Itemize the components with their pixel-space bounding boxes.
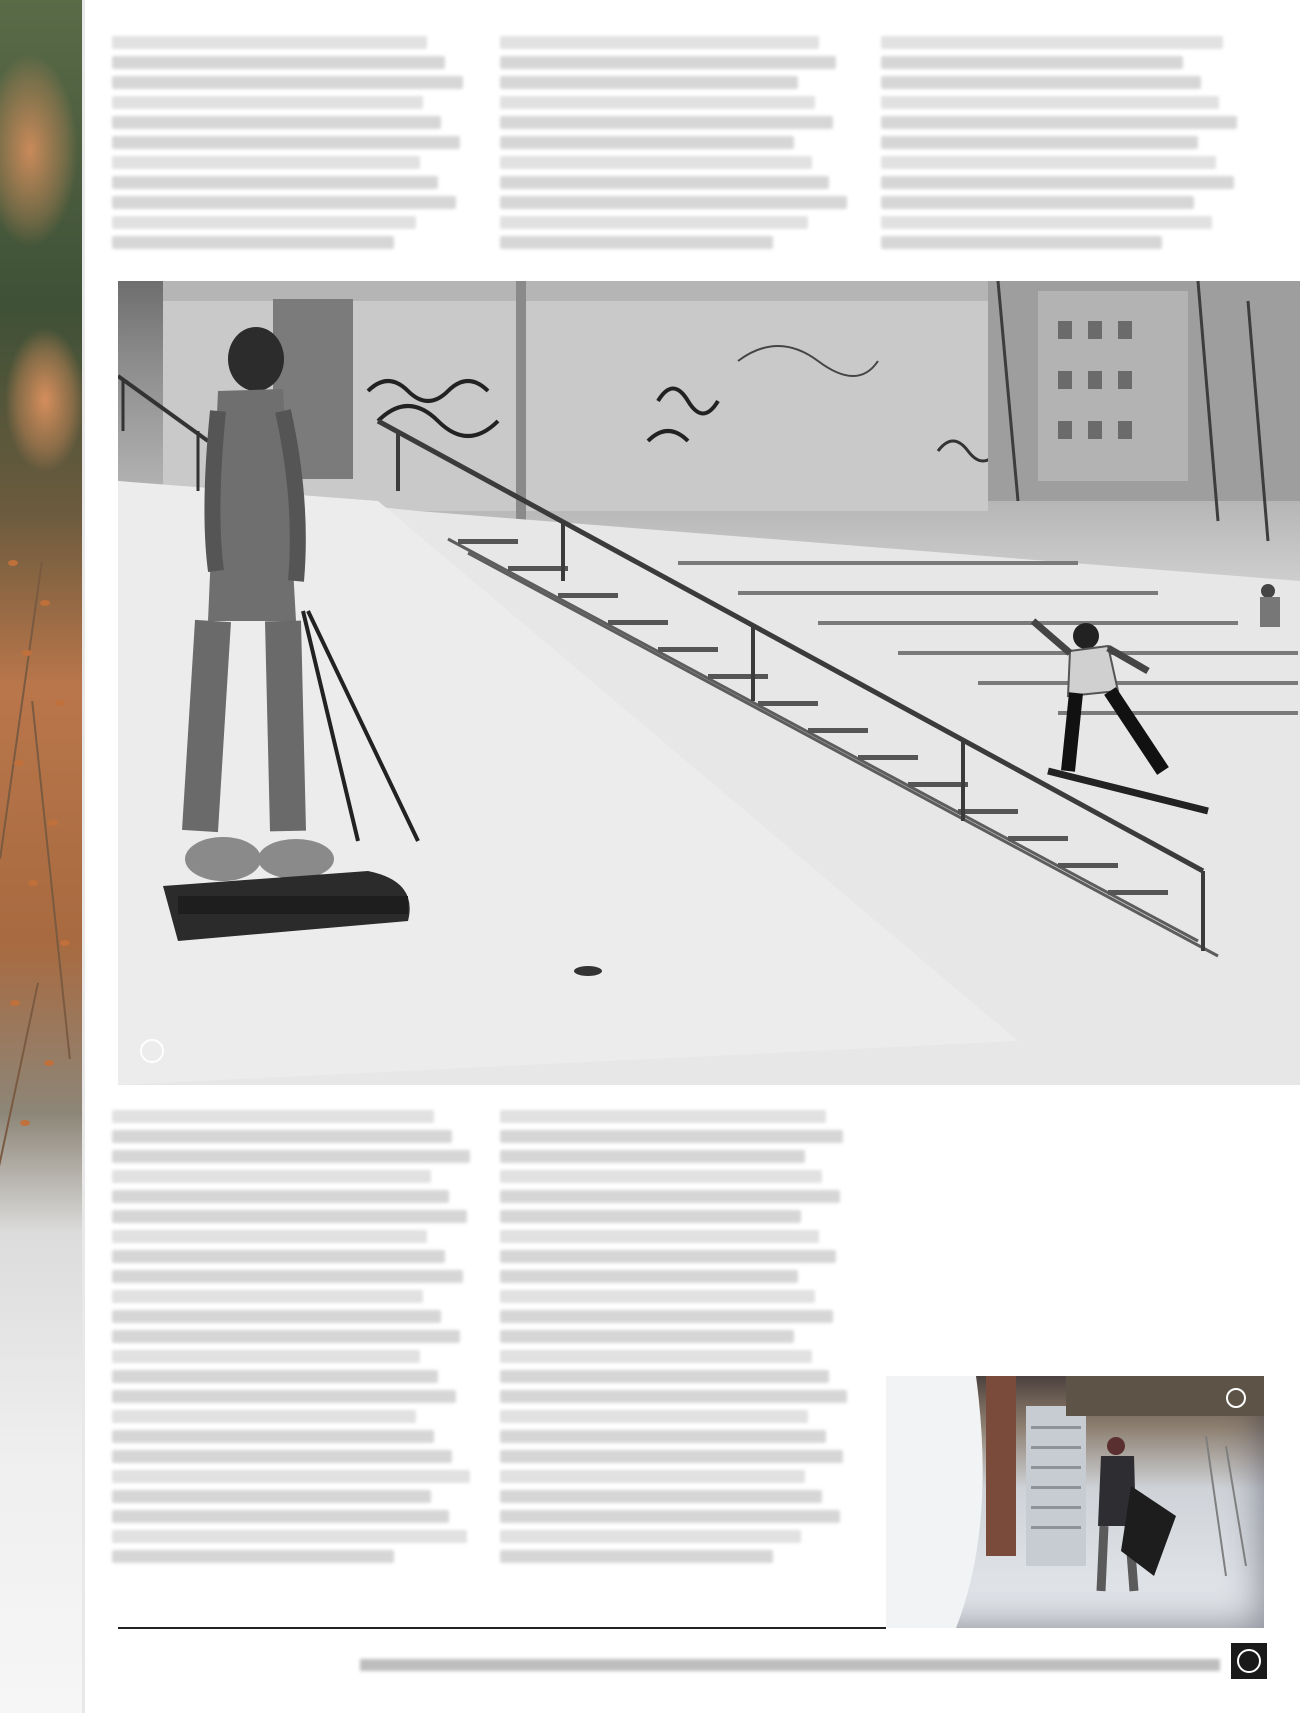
bottom-text-column-1 <box>112 1110 474 1570</box>
text-line <box>112 1290 423 1303</box>
text-line <box>500 1390 847 1403</box>
top-text-column-3 <box>881 36 1241 256</box>
text-line <box>881 216 1212 229</box>
text-line <box>500 1150 805 1163</box>
text-line <box>500 196 847 209</box>
text-line <box>112 1510 449 1523</box>
text-line <box>112 216 416 229</box>
text-line <box>500 1290 815 1303</box>
text-line <box>881 36 1223 49</box>
text-line <box>500 76 798 89</box>
text-line <box>500 156 812 169</box>
text-line <box>500 216 808 229</box>
photo-marker-icon <box>1226 1388 1246 1408</box>
strip-divider <box>82 0 85 1713</box>
text-line <box>112 76 463 89</box>
text-line <box>500 1250 836 1263</box>
text-line <box>112 1310 441 1323</box>
circle-icon <box>1237 1649 1261 1673</box>
text-line <box>112 1250 445 1263</box>
text-line <box>500 1370 829 1383</box>
text-line <box>881 56 1183 69</box>
text-line <box>112 1550 394 1563</box>
text-line <box>112 1270 463 1283</box>
text-line <box>500 96 815 109</box>
text-line <box>112 1230 427 1243</box>
text-line <box>112 1210 467 1223</box>
text-line <box>500 36 819 49</box>
text-line <box>112 1530 467 1543</box>
text-line <box>112 176 438 189</box>
text-line <box>500 1230 819 1243</box>
text-line <box>881 136 1198 149</box>
text-line <box>112 116 441 129</box>
text-line <box>500 1450 843 1463</box>
top-text-column-2 <box>500 36 850 256</box>
text-line <box>500 1210 801 1223</box>
text-line <box>500 176 829 189</box>
text-line <box>500 1270 798 1283</box>
text-line <box>112 1150 470 1163</box>
text-line <box>500 1170 822 1183</box>
text-line <box>881 176 1234 189</box>
text-line <box>112 236 394 249</box>
text-line <box>112 96 423 109</box>
bottom-text-column-2 <box>500 1110 850 1570</box>
text-line <box>112 196 456 209</box>
text-line <box>500 1410 808 1423</box>
side-photo-strip <box>0 0 82 1713</box>
text-line <box>112 156 420 169</box>
text-line <box>112 1470 470 1483</box>
text-line <box>881 156 1216 169</box>
text-line <box>112 136 460 149</box>
text-line <box>112 1450 452 1463</box>
text-line <box>500 116 833 129</box>
photo-marker-icon <box>140 1039 164 1063</box>
text-line <box>500 1430 826 1443</box>
text-line <box>112 36 427 49</box>
text-line <box>881 96 1219 109</box>
text-line <box>112 56 445 69</box>
text-line <box>112 1370 438 1383</box>
text-line <box>500 136 794 149</box>
text-line <box>500 1130 843 1143</box>
text-line <box>112 1350 420 1363</box>
text-line <box>112 1410 416 1423</box>
text-line <box>500 1550 773 1563</box>
main-photo <box>118 281 1300 1085</box>
text-line <box>112 1130 452 1143</box>
text-line <box>500 56 836 69</box>
text-line <box>112 1110 434 1123</box>
secondary-photo <box>886 1376 1264 1628</box>
text-line <box>500 1350 812 1363</box>
text-line <box>112 1430 434 1443</box>
text-line <box>881 76 1201 89</box>
text-line <box>881 116 1237 129</box>
text-line <box>500 1490 822 1503</box>
text-line <box>112 1170 431 1183</box>
text-line <box>112 1190 449 1203</box>
text-line <box>500 1330 794 1343</box>
text-line <box>500 1470 805 1483</box>
text-line <box>500 236 773 249</box>
text-line <box>112 1330 460 1343</box>
text-line <box>500 1310 833 1323</box>
text-line <box>881 236 1162 249</box>
footer-caption <box>360 1659 1220 1671</box>
page-badge <box>1231 1643 1267 1679</box>
text-line <box>881 196 1194 209</box>
text-line <box>112 1490 431 1503</box>
top-text-column-1 <box>112 36 474 256</box>
text-line <box>500 1510 840 1523</box>
text-line <box>112 1390 456 1403</box>
text-line <box>500 1190 840 1203</box>
footer-rule <box>118 1627 886 1629</box>
text-line <box>500 1530 801 1543</box>
text-line <box>500 1110 826 1123</box>
